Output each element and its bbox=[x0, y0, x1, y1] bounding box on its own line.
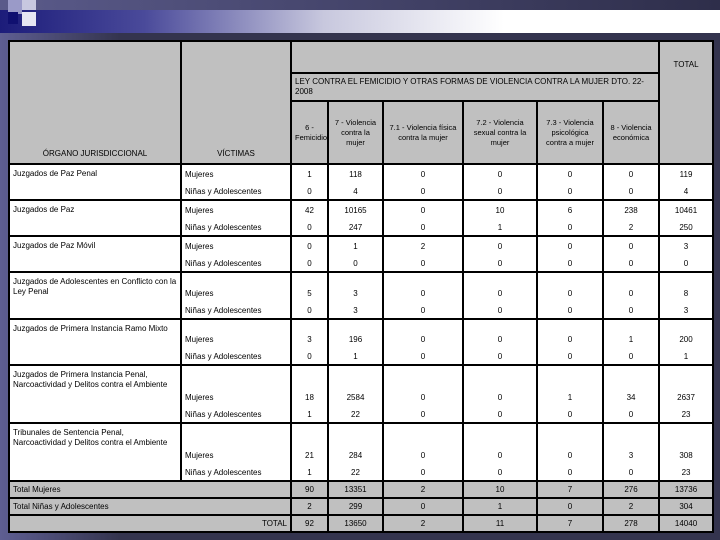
value-cell: 0 bbox=[603, 301, 659, 319]
header-total: TOTAL bbox=[659, 41, 713, 164]
total-value: 276 bbox=[603, 481, 659, 498]
value-cell: 0 bbox=[537, 236, 603, 254]
value-cell: 0 bbox=[603, 272, 659, 301]
value-cell: 0 bbox=[383, 463, 463, 481]
decor-square-icon bbox=[8, 12, 18, 24]
value-cell: 2 bbox=[383, 236, 463, 254]
value-cell: 247 bbox=[328, 218, 383, 236]
total-row bbox=[9, 498, 713, 515]
value-cell: 0 bbox=[383, 218, 463, 236]
value-cell: 0 bbox=[603, 254, 659, 272]
value-cell: 4 bbox=[659, 182, 713, 200]
column-header: 7.3 - Violencia psicológica contra a mujer bbox=[537, 101, 603, 164]
value-cell: 2 bbox=[603, 218, 659, 236]
header-victims: VÍCTIMAS bbox=[181, 41, 291, 164]
victim-cell: Mujeres bbox=[181, 272, 291, 301]
victim-cell: Mujeres bbox=[181, 164, 291, 182]
total-row bbox=[9, 481, 713, 498]
victim-cell: Mujeres bbox=[181, 319, 291, 347]
total-value: 92 bbox=[291, 515, 328, 532]
value-cell: 0 bbox=[383, 405, 463, 423]
value-cell: 0 bbox=[603, 405, 659, 423]
column-header: 7.1 - Violencia física contra la mujer bbox=[383, 101, 463, 164]
organ-cell: Juzgados de Paz bbox=[9, 200, 181, 236]
value-cell: 0 bbox=[383, 301, 463, 319]
organ-cell: Juzgados de Paz Penal bbox=[9, 164, 181, 200]
value-cell: 8 bbox=[659, 272, 713, 301]
value-cell: 0 bbox=[659, 254, 713, 272]
header-empty bbox=[291, 41, 659, 73]
total-value: 0 bbox=[537, 498, 603, 515]
value-cell: 284 bbox=[328, 423, 383, 463]
value-cell: 0 bbox=[537, 301, 603, 319]
value-cell: 1 bbox=[463, 218, 537, 236]
value-cell: 0 bbox=[463, 164, 537, 182]
value-cell: 0 bbox=[463, 272, 537, 301]
value-cell: 34 bbox=[603, 365, 659, 405]
victim-cell: Niñas y Adolescentes bbox=[181, 218, 291, 236]
value-cell: 1 bbox=[537, 365, 603, 405]
value-cell: 0 bbox=[537, 218, 603, 236]
table-row bbox=[9, 164, 713, 182]
value-cell: 200 bbox=[659, 319, 713, 347]
value-cell: 1 bbox=[328, 347, 383, 365]
statistics-table bbox=[8, 40, 714, 533]
value-cell: 0 bbox=[291, 254, 328, 272]
value-cell: 0 bbox=[463, 463, 537, 481]
value-cell: 10461 bbox=[659, 200, 713, 218]
total-value: 2 bbox=[383, 515, 463, 532]
value-cell: 3 bbox=[603, 423, 659, 463]
total-value: 13351 bbox=[328, 481, 383, 498]
value-cell: 118 bbox=[328, 164, 383, 182]
organ-cell: Juzgados de Adolescentes en Conflicto con la Ley Penal bbox=[9, 272, 181, 319]
value-cell: 3 bbox=[328, 301, 383, 319]
total-value: 304 bbox=[659, 498, 713, 515]
table-row bbox=[9, 423, 713, 463]
value-cell: 0 bbox=[537, 254, 603, 272]
table-row bbox=[9, 272, 713, 301]
value-cell: 1 bbox=[603, 319, 659, 347]
value-cell: 1 bbox=[291, 463, 328, 481]
value-cell: 0 bbox=[463, 182, 537, 200]
column-header: 7.2 - Violencia sexual contra la mujer bbox=[463, 101, 537, 164]
value-cell: 0 bbox=[537, 164, 603, 182]
total-value: 0 bbox=[383, 498, 463, 515]
value-cell: 0 bbox=[463, 423, 537, 463]
value-cell: 0 bbox=[603, 463, 659, 481]
table-row bbox=[9, 236, 713, 254]
value-cell: 42 bbox=[291, 200, 328, 218]
total-label: Total Niñas y Adolescentes bbox=[9, 498, 291, 515]
organ-cell: Juzgados de Primera Instancia Penal, Narcoactividad y Delitos contra el Ambiente bbox=[9, 365, 181, 423]
total-value: 2 bbox=[383, 481, 463, 498]
value-cell: 1 bbox=[659, 347, 713, 365]
total-value: 7 bbox=[537, 515, 603, 532]
victim-cell: Niñas y Adolescentes bbox=[181, 254, 291, 272]
victim-cell: Mujeres bbox=[181, 236, 291, 254]
value-cell: 0 bbox=[291, 301, 328, 319]
value-cell: 196 bbox=[328, 319, 383, 347]
decor-square-icon bbox=[22, 0, 36, 10]
title-bar-dark bbox=[0, 0, 720, 10]
value-cell: 250 bbox=[659, 218, 713, 236]
value-cell: 0 bbox=[603, 182, 659, 200]
value-cell: 119 bbox=[659, 164, 713, 182]
value-cell: 0 bbox=[537, 463, 603, 481]
value-cell: 0 bbox=[537, 405, 603, 423]
value-cell: 22 bbox=[328, 463, 383, 481]
value-cell: 3 bbox=[659, 301, 713, 319]
organ-cell: Juzgados de Primera Instancia Ramo Mixto bbox=[9, 319, 181, 365]
value-cell: 3 bbox=[291, 319, 328, 347]
value-cell: 0 bbox=[537, 319, 603, 347]
value-cell: 0 bbox=[463, 301, 537, 319]
value-cell: 5 bbox=[291, 272, 328, 301]
value-cell: 0 bbox=[383, 272, 463, 301]
value-cell: 10 bbox=[463, 200, 537, 218]
victim-cell: Niñas y Adolescentes bbox=[181, 405, 291, 423]
value-cell: 0 bbox=[291, 236, 328, 254]
victim-cell: Niñas y Adolescentes bbox=[181, 301, 291, 319]
column-header: 6 - Femicidio bbox=[291, 101, 328, 164]
value-cell: 238 bbox=[603, 200, 659, 218]
value-cell: 0 bbox=[603, 164, 659, 182]
total-label: TOTAL bbox=[9, 515, 291, 532]
table-row bbox=[9, 319, 713, 347]
total-value: 299 bbox=[328, 498, 383, 515]
value-cell: 0 bbox=[537, 182, 603, 200]
victim-cell: Niñas y Adolescentes bbox=[181, 347, 291, 365]
value-cell: 0 bbox=[463, 365, 537, 405]
value-cell: 18 bbox=[291, 365, 328, 405]
total-value: 2 bbox=[603, 498, 659, 515]
total-label: Total Mujeres bbox=[9, 481, 291, 498]
organ-cell: Juzgados de Paz Móvil bbox=[9, 236, 181, 272]
value-cell: 0 bbox=[291, 182, 328, 200]
total-value: 11 bbox=[463, 515, 537, 532]
total-value: 90 bbox=[291, 481, 328, 498]
table-row bbox=[9, 200, 713, 218]
value-cell: 0 bbox=[383, 319, 463, 347]
value-cell: 0 bbox=[603, 236, 659, 254]
victim-cell: Mujeres bbox=[181, 200, 291, 218]
total-value: 278 bbox=[603, 515, 659, 532]
column-header: 8 - Violencia económica bbox=[603, 101, 659, 164]
value-cell: 10165 bbox=[328, 200, 383, 218]
value-cell: 308 bbox=[659, 423, 713, 463]
column-header: 7 - Violencia contra la mujer bbox=[328, 101, 383, 164]
value-cell: 0 bbox=[463, 236, 537, 254]
value-cell: 0 bbox=[383, 182, 463, 200]
value-cell: 6 bbox=[537, 200, 603, 218]
value-cell: 0 bbox=[383, 365, 463, 405]
value-cell: 23 bbox=[659, 405, 713, 423]
total-value: 13736 bbox=[659, 481, 713, 498]
value-cell: 0 bbox=[537, 423, 603, 463]
value-cell: 4 bbox=[328, 182, 383, 200]
value-cell: 1 bbox=[328, 236, 383, 254]
total-value: 1 bbox=[463, 498, 537, 515]
value-cell: 0 bbox=[537, 347, 603, 365]
value-cell: 0 bbox=[463, 319, 537, 347]
value-cell: 21 bbox=[291, 423, 328, 463]
title-bar bbox=[0, 10, 720, 33]
value-cell: 0 bbox=[463, 405, 537, 423]
total-row bbox=[9, 515, 713, 532]
header-organ: ÓRGANO JURISDICCIONAL bbox=[9, 41, 181, 164]
table-row bbox=[9, 365, 713, 405]
value-cell: 0 bbox=[383, 347, 463, 365]
decor-square-icon bbox=[22, 12, 36, 26]
value-cell: 0 bbox=[463, 347, 537, 365]
total-value: 13650 bbox=[328, 515, 383, 532]
victim-cell: Mujeres bbox=[181, 423, 291, 463]
value-cell: 3 bbox=[659, 236, 713, 254]
value-cell: 2637 bbox=[659, 365, 713, 405]
value-cell: 3 bbox=[328, 272, 383, 301]
victim-cell: Niñas y Adolescentes bbox=[181, 463, 291, 481]
value-cell: 0 bbox=[537, 272, 603, 301]
value-cell: 1 bbox=[291, 405, 328, 423]
value-cell: 0 bbox=[291, 347, 328, 365]
victim-cell: Niñas y Adolescentes bbox=[181, 182, 291, 200]
total-value: 14040 bbox=[659, 515, 713, 532]
value-cell: 2584 bbox=[328, 365, 383, 405]
value-cell: 23 bbox=[659, 463, 713, 481]
value-cell: 0 bbox=[463, 254, 537, 272]
value-cell: 0 bbox=[291, 218, 328, 236]
organ-cell: Tribunales de Sentencia Penal, Narcoactividad y Delitos contra el Ambiente bbox=[9, 423, 181, 481]
value-cell: 0 bbox=[383, 200, 463, 218]
value-cell: 22 bbox=[328, 405, 383, 423]
value-cell: 0 bbox=[383, 164, 463, 182]
total-value: 2 bbox=[291, 498, 328, 515]
value-cell: 0 bbox=[383, 423, 463, 463]
value-cell: 0 bbox=[328, 254, 383, 272]
header-law-title: LEY CONTRA EL FEMICIDIO Y OTRAS FORMAS DE VIOLENCIA CONTRA LA MUJER DTO. 22-2008 bbox=[291, 73, 659, 101]
total-value: 7 bbox=[537, 481, 603, 498]
victim-cell: Mujeres bbox=[181, 365, 291, 405]
value-cell: 1 bbox=[291, 164, 328, 182]
total-value: 10 bbox=[463, 481, 537, 498]
value-cell: 0 bbox=[383, 254, 463, 272]
value-cell: 0 bbox=[603, 347, 659, 365]
